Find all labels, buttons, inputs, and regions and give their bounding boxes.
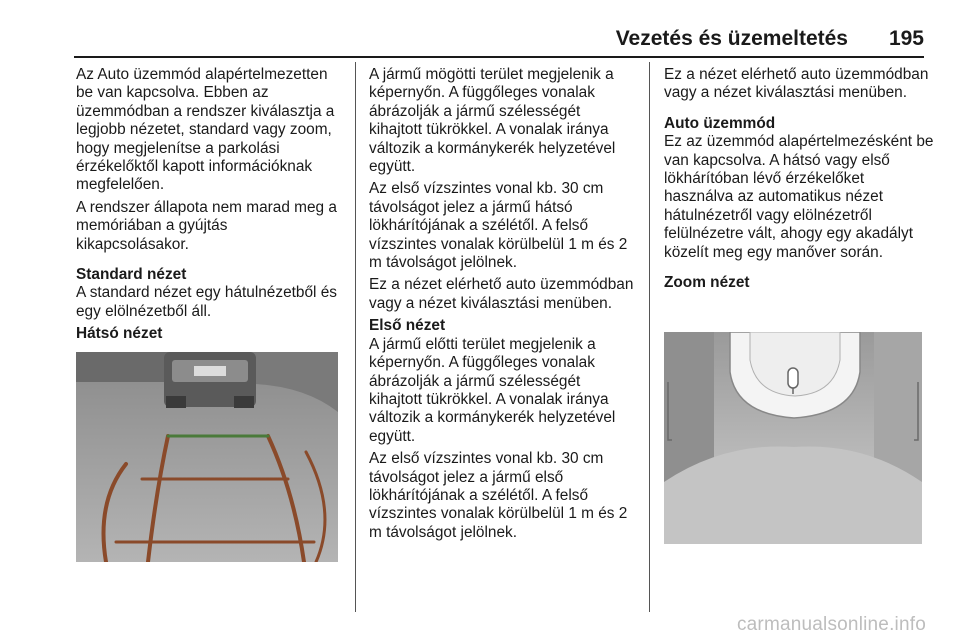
front-distance-description: Az első vízszintes vonal kb. 30 cm távolságot jelez a jármű első lökhárítójának a szélétől. A felső vízszintes vonalak körülbelül 1 m és 2 m távolságot jelölnek.	[369, 450, 628, 541]
column-3	[664, 66, 934, 292]
rear-availability-text: Ez a nézet elérhető auto üzemmódban vagy a nézet kiválasztási menüben.	[369, 276, 634, 312]
car-top-view-icon	[730, 332, 860, 418]
auto-mode-paragraph: Az Auto üzemmód alapértelmezetten be van kapcsolva. Ebben az üzemmódban a rendszer kiválasztja a legjobb nézetet, standard vagy zoom, hogy megjelenítse a parkolási érzékelőktől kapott információknak megfelelően.	[76, 66, 335, 194]
column-divider-right	[649, 62, 650, 612]
front-view-heading: Első nézet	[369, 317, 446, 335]
auto-mode-text: Ez az üzemmód alapértelmezésként be van kapcsolva. A hátsó vagy első lökhárítóban lévő érzékelőket használva az automatikus nézet hátulnézetről vagy elölnézetről felülnézetre vált, ahogy egy akadályt közelít meg egy manőver során.	[664, 133, 934, 261]
header-divider	[74, 56, 924, 58]
rear-view-description: A jármű mögötti terület megjelenik a képernyőn. A függőleges vonalak ábrázolják a jármű szélességét kihajtott tükrökkel. A vonalak iránya változik a kormánykerék helyzetével együtt.	[369, 66, 616, 176]
parked-car-icon	[164, 352, 256, 408]
standard-view-heading: Standard nézet	[76, 266, 187, 284]
rear-view-camera-image	[76, 352, 338, 562]
front-availability-text: Ez a nézet elérhető auto üzemmódban vagy a nézet kiválasztási menüben.	[664, 66, 929, 102]
zoom-view-camera-image	[664, 332, 922, 544]
standard-view-text: A standard nézet egy hátulnézetből és egy elölnézetből áll.	[76, 284, 337, 320]
watermark: carmanualsonline.info	[736, 614, 926, 635]
column-2	[369, 66, 637, 542]
rear-view-illustration	[76, 352, 338, 562]
zoom-view-illustration	[664, 332, 922, 544]
section-title: Vezetés és üzemeltetés	[615, 27, 848, 50]
page-number: 195	[888, 27, 924, 50]
zoom-view-heading: Zoom nézet	[664, 274, 750, 292]
column-1	[76, 66, 344, 344]
front-view-description: A jármű előtti terület megjelenik a képernyőn. A függőleges vonalak ábrázolják a jármű szélességét kihajtott tükrökkel. A vonalak iránya változik a kormánykerék helyzetével együtt.	[369, 335, 616, 445]
auto-mode-heading: Auto üzemmód	[664, 114, 776, 132]
rear-view-heading: Hátsó nézet	[76, 325, 163, 343]
memory-paragraph: A rendszer állapota nem marad meg a memóriában a gyújtás kikapcsolásakor.	[76, 198, 337, 253]
page-header	[0, 0, 960, 60]
rear-distance-description: Az első vízszintes vonal kb. 30 cm távolságot jelez a jármű hátsó lökhárítójának a szélétől. A felső vízszintes vonalak körülbelül 1 m és 2 m távolságot jelölnek.	[369, 180, 628, 272]
column-divider-left	[355, 62, 356, 612]
